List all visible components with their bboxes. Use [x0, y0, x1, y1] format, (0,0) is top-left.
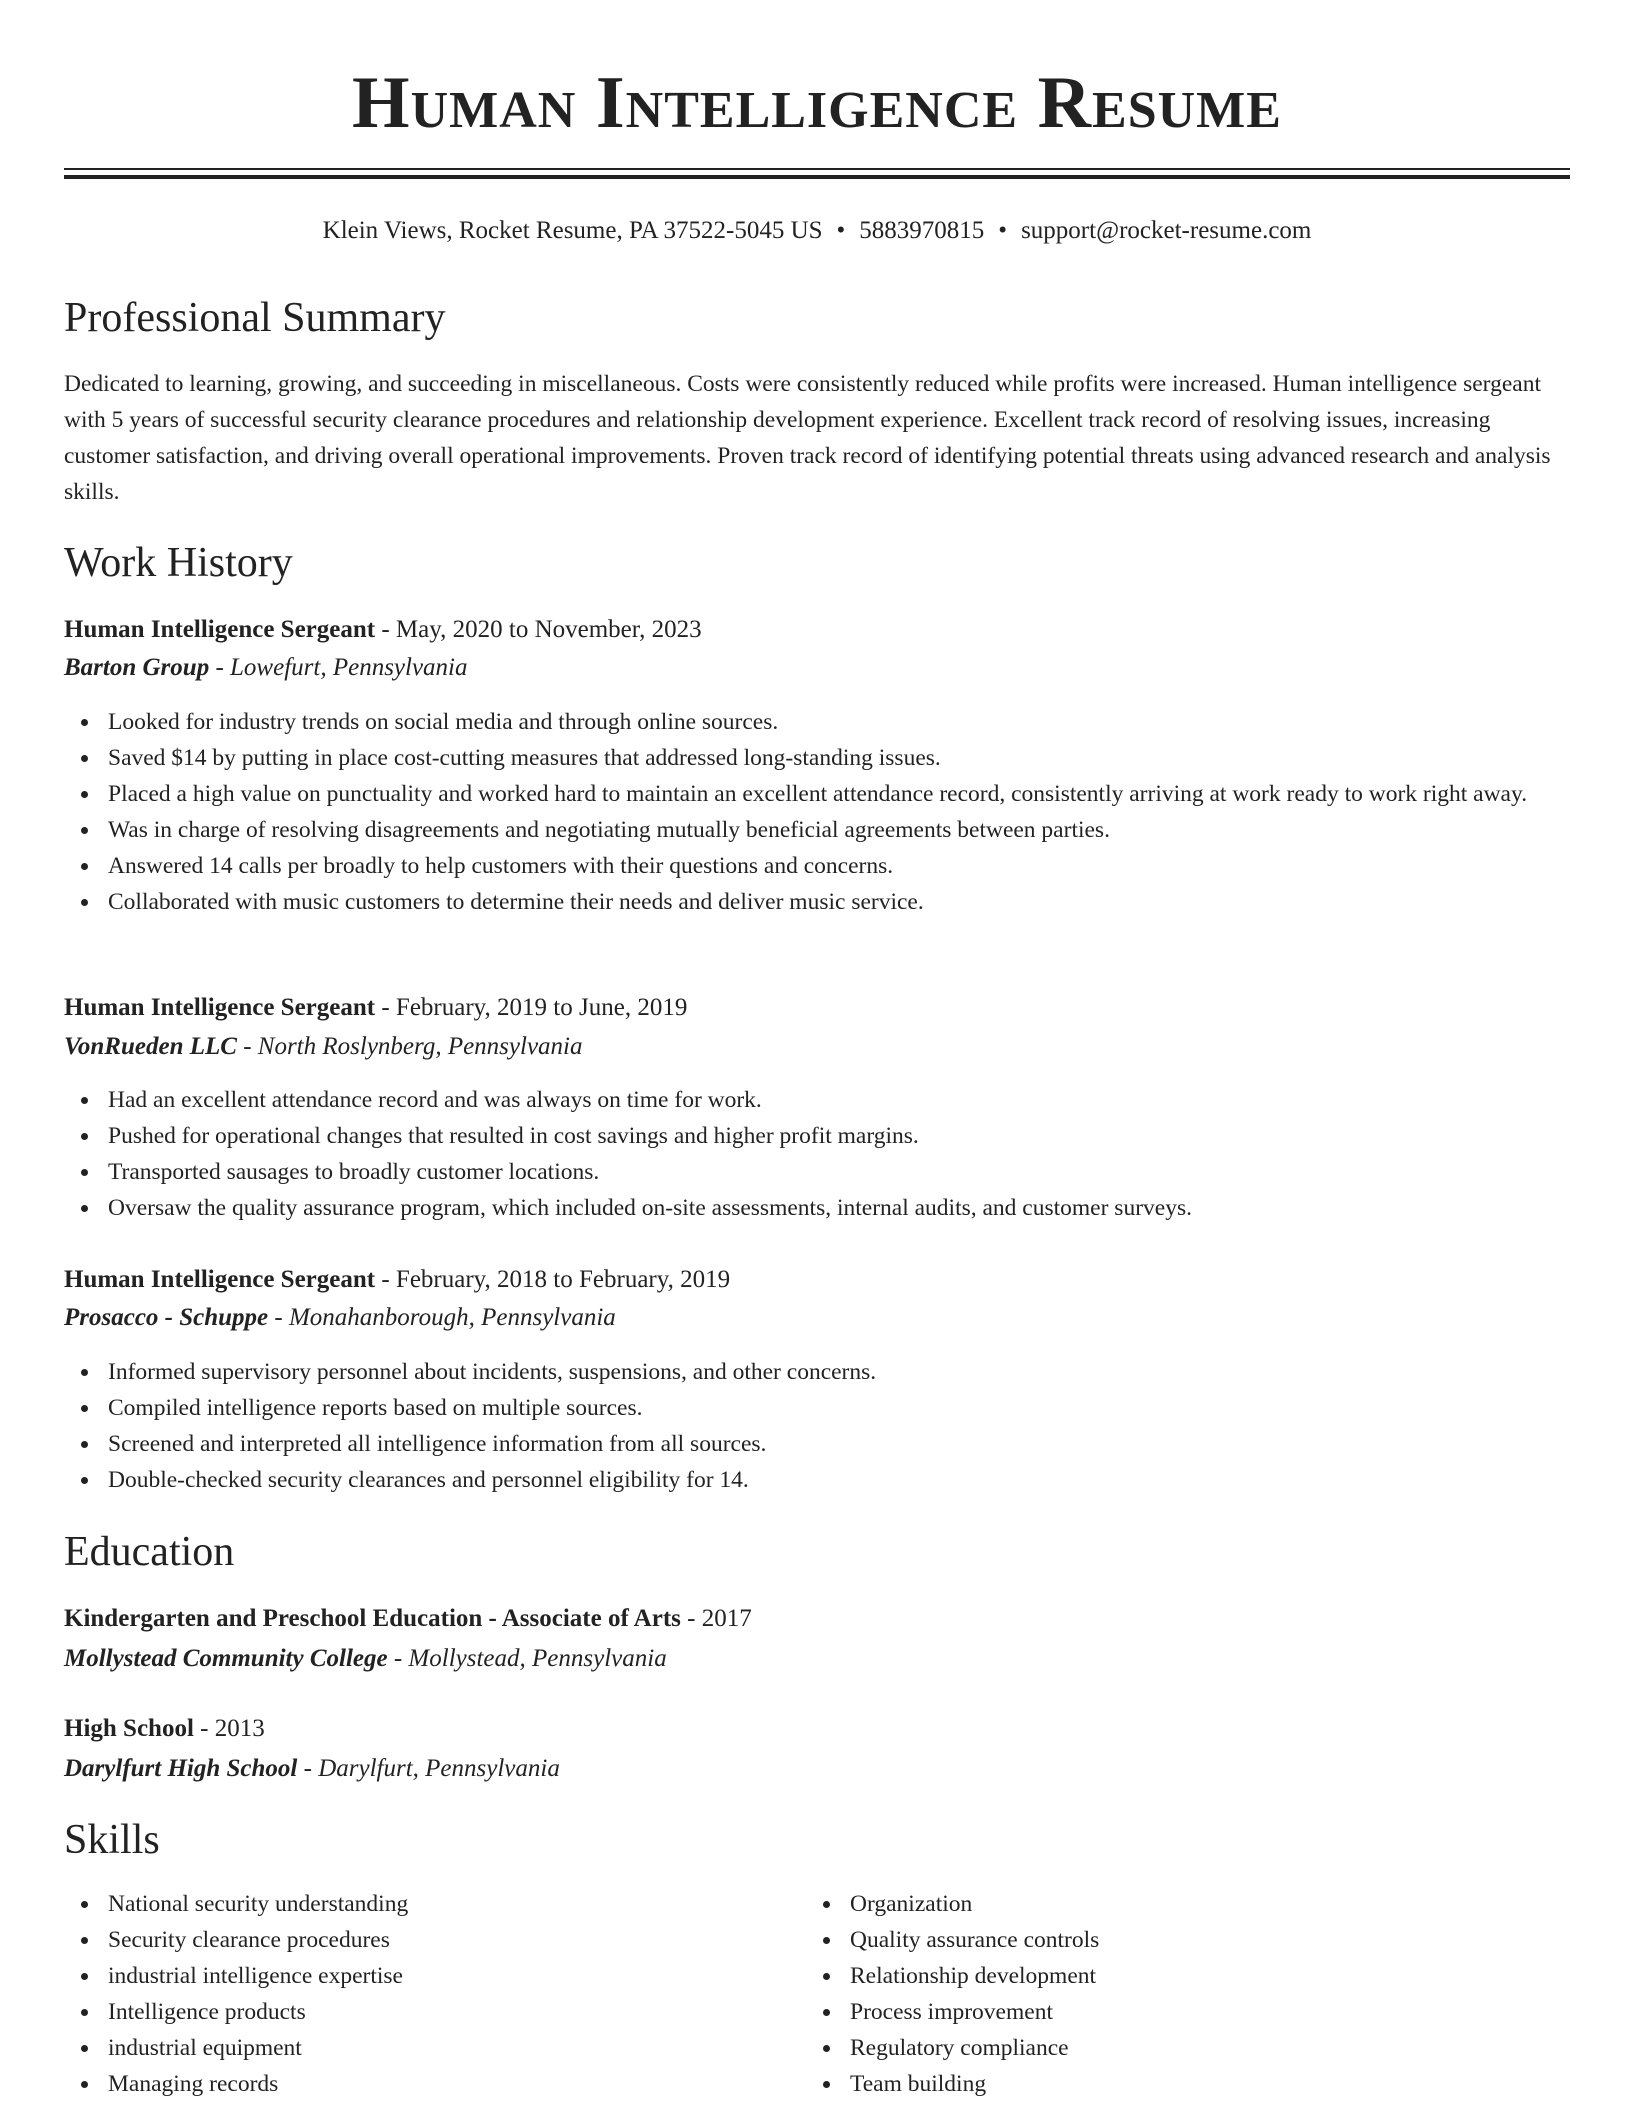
list-item: Looked for industry trends on social media and through online sources. — [64, 704, 1570, 740]
job-company-line — [64, 1029, 583, 1065]
skill-item: National security understanding — [64, 1886, 764, 1922]
job-company-line — [64, 1300, 616, 1336]
summary-heading: Professional Summary — [64, 295, 446, 341]
education-school: Mollystead Community College — [64, 1645, 388, 1672]
skills-heading: Skills — [64, 1817, 160, 1863]
skill-item: Relationship development — [806, 1958, 1506, 1994]
list-item: Double-checked security clearances and personnel eligibility for 14. — [64, 1462, 1570, 1498]
education-school-line — [64, 1751, 560, 1787]
list-item: Answered 14 calls per broadly to help customers with their questions and concerns. — [64, 848, 1570, 884]
contact-separator: • — [998, 217, 1008, 244]
list-item: Informed supervisory personnel about incidents, suspensions, and other concerns. — [64, 1354, 1570, 1390]
job-title-line — [64, 990, 687, 1026]
contact-separator: • — [836, 217, 846, 244]
list-item: Pushed for operational changes that resulted in cost savings and higher profit margins. — [64, 1118, 1570, 1154]
skill-item: industrial intelligence expertise — [64, 1958, 764, 1994]
job-company: Prosacco - Schuppe — [64, 1304, 269, 1331]
job-duties-list — [64, 1354, 1570, 1498]
job-duties-list — [64, 1082, 1570, 1226]
job-title: Human Intelligence Sergeant — [64, 994, 376, 1021]
job-company-line — [64, 650, 468, 686]
skills-list — [806, 1886, 1506, 2102]
skill-item: industrial equipment — [64, 2030, 764, 2066]
education-location: - Darylfurt, Pennsylvania — [297, 1755, 560, 1782]
education-year: - 2013 — [193, 1715, 265, 1742]
education-school: Darylfurt High School — [64, 1755, 298, 1782]
list-item: Oversaw the quality assurance program, which included on-site assessments, internal audits, and customer surveys. — [64, 1190, 1570, 1226]
list-item: Screened and interpreted all intelligence information from all sources. — [64, 1426, 1570, 1462]
education-degree: High School — [64, 1715, 194, 1742]
education-degree-line — [64, 1601, 752, 1637]
list-item: Was in charge of resolving disagreements and negotiating mutually beneficial agreements between parties. — [64, 812, 1570, 848]
contact-email: support@rocket-resume.com — [1021, 217, 1312, 244]
skill-item: Regulatory compliance — [806, 2030, 1506, 2066]
job-location: - Lowefurt, Pennsylvania — [209, 654, 468, 681]
job-title: Human Intelligence Sergeant — [64, 1266, 376, 1293]
job-dates: - February, 2018 to February, 2019 — [375, 1266, 731, 1293]
skill-item: Team building — [806, 2066, 1506, 2102]
skill-item: Security clearance procedures — [64, 1922, 764, 1958]
job-company: Barton Group — [64, 654, 210, 681]
title-divider-thick — [64, 175, 1570, 179]
work-history-heading: Work History — [64, 540, 293, 586]
title-divider-thin — [64, 168, 1570, 170]
list-item: Transported sausages to broadly customer locations. — [64, 1154, 1570, 1190]
list-item: Collaborated with music customers to determine their needs and deliver music service. — [64, 884, 1570, 920]
skill-item: Intelligence products — [64, 1994, 764, 2030]
job-duties-list — [64, 704, 1570, 920]
skills-list — [64, 1886, 764, 2102]
job-location: - Monahanborough, Pennsylvania — [268, 1304, 616, 1331]
job-dates: - February, 2019 to June, 2019 — [375, 994, 688, 1021]
education-heading: Education — [64, 1529, 235, 1575]
education-school-line — [64, 1641, 667, 1677]
list-item: Placed a high value on punctuality and worked hard to maintain an excellent attendance record, consistently arriving at work ready to work right away. — [64, 776, 1570, 812]
job-company: VonRueden LLC — [64, 1033, 237, 1060]
list-item: Compiled intelligence reports based on multiple sources. — [64, 1390, 1570, 1426]
job-title-line — [64, 612, 702, 648]
contact-info — [64, 214, 1570, 248]
job-title: Human Intelligence Sergeant — [64, 616, 376, 643]
education-location: - Mollystead, Pennsylvania — [387, 1645, 667, 1672]
summary-text: Dedicated to learning, growing, and succeeding in miscellaneous. Costs were consistently reduced while profits were increased. Human intelligence sergeant with 5 years of successful security clearance procedures and relationship development experience. Excellent track record of resolving issues, increasing customer satisfaction, and driving overall operational improvements. Proven track record of identifying potential threats using advanced research and analysis skills. — [64, 371, 1551, 505]
education-degree-line — [64, 1711, 265, 1747]
education-degree: Kindergarten and Preschool Education - Associate of Arts — [64, 1605, 681, 1632]
contact-address: Klein Views, Rocket Resume, PA 37522-5045 US — [322, 217, 823, 244]
skill-item: Managing records — [64, 2066, 764, 2102]
skill-item: Process improvement — [806, 1994, 1506, 2030]
skill-item: Organization — [806, 1886, 1506, 1922]
list-item: Had an excellent attendance record and was always on time for work. — [64, 1082, 1570, 1118]
job-location: - North Roslynberg, Pennsylvania — [236, 1033, 583, 1060]
contact-phone: 5883970815 — [859, 217, 985, 244]
list-item: Saved $14 by putting in place cost-cutting measures that addressed long-standing issues. — [64, 740, 1570, 776]
resume-title: Human Intelligence Resume — [352, 62, 1282, 144]
skill-item: Quality assurance controls — [806, 1922, 1506, 1958]
education-year: - 2017 — [680, 1605, 752, 1632]
job-title-line — [64, 1262, 730, 1298]
job-dates: - May, 2020 to November, 2023 — [375, 616, 702, 643]
